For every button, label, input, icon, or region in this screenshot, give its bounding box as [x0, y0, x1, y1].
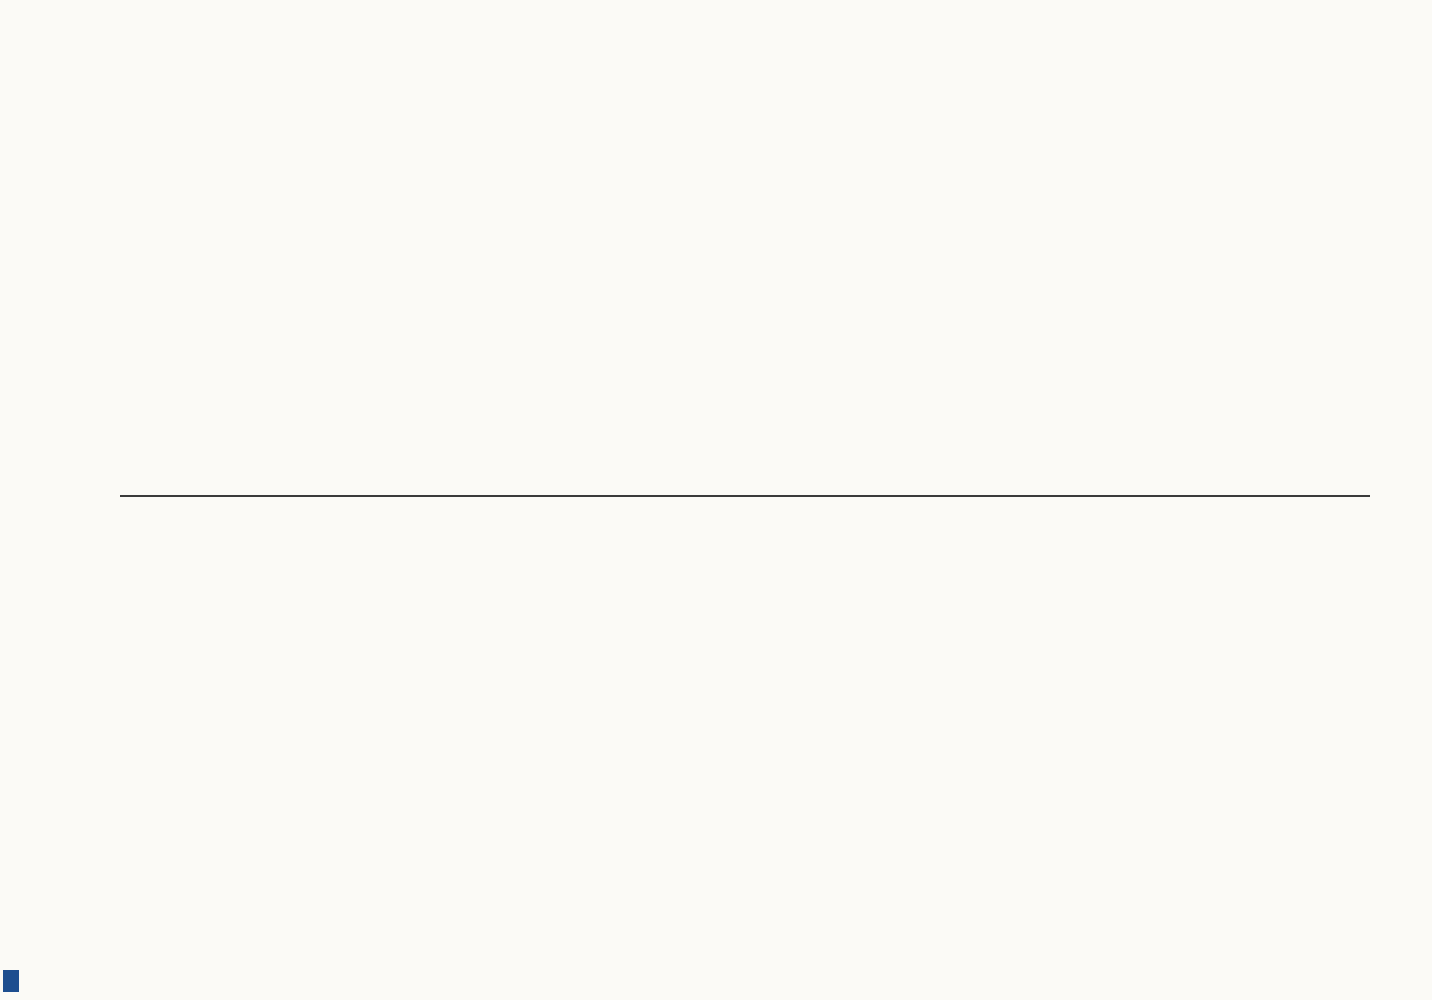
text-column-upper — [120, 20, 1370, 490]
text-column-lower — [120, 505, 1370, 975]
column-divider — [120, 495, 1370, 497]
text-column-upper-body — [120, 20, 1370, 490]
digitization-credit — [0, 0, 22, 1000]
dfg-logo — [3, 970, 19, 992]
running-header — [1372, 20, 1408, 980]
text-column-lower-body — [120, 505, 1370, 975]
